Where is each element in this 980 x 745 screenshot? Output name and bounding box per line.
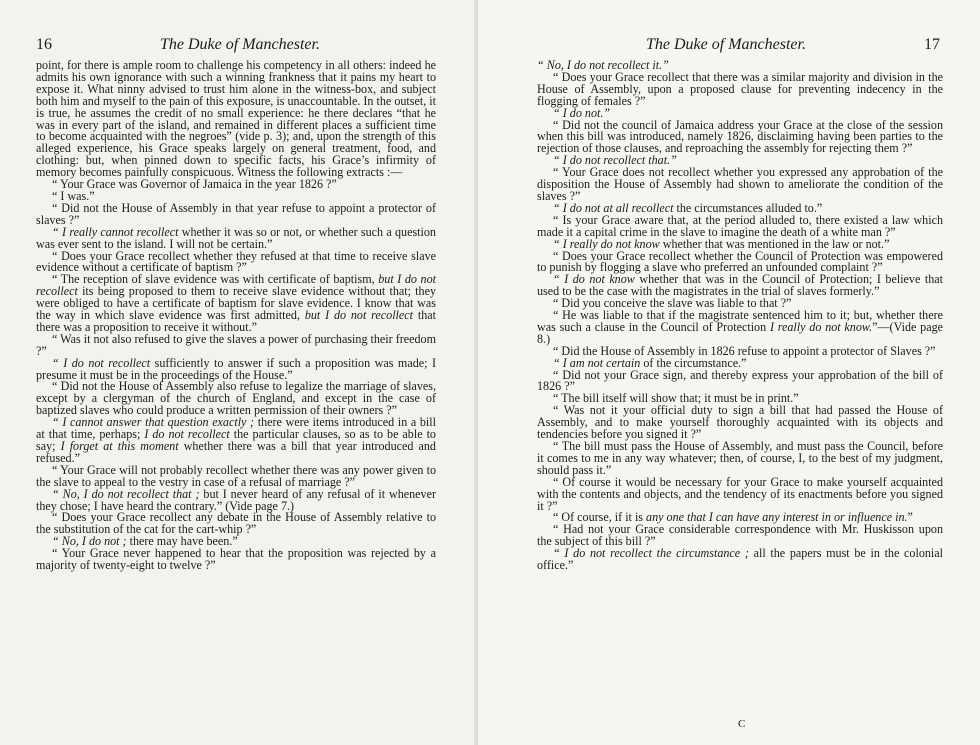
italic-phrase: any one that I can have any interest in or influence in. xyxy=(646,510,908,525)
text-run: sufficiently to answer if such a proposition was made; I presume it must be in the proceedings of the House.” xyxy=(36,355,436,382)
paragraph xyxy=(36,274,436,334)
paragraph xyxy=(36,512,436,536)
paragraph xyxy=(537,441,943,477)
text-run: ” xyxy=(907,510,913,525)
text-run: “ Was not it your official duty to sign a bill that had passed the House of Assembly, and to make yourself thoroughly acquainted with its objects and tendencies before you signed it ?” xyxy=(537,403,943,442)
paragraph xyxy=(36,381,436,417)
text-run: “ Was it not also refused to give the slaves a power of purchasing their freedom ?” xyxy=(36,331,437,358)
paragraph xyxy=(36,224,436,251)
italic-phrase: “ I do not know xyxy=(553,272,635,287)
text-run: “ Did not the council of Jamaica address your Grace at the close of the session when this bill was introduced, namely 1826, disclaiming having been parties to the rejection of those clauses, and reproaching the assembly for rejecting them ?” xyxy=(537,117,943,156)
text-run: “ Of course it would be necessary for your Grace to make yourself acquainted with the contents and objects, and the tendency of its enactments before you signed it ?” xyxy=(537,474,943,513)
paragraph xyxy=(537,274,943,298)
text-run: “ Did you conceive the slave was liable to that ?” xyxy=(553,296,792,311)
text-run: “ The reception of slave evidence was with certificate of baptism, xyxy=(52,272,379,287)
paragraph xyxy=(537,367,943,394)
text-run: “ He was liable to that if the magistrate sentenced him to it; but, whether there was such a clause in the Council of Protection xyxy=(537,308,943,334)
paragraph xyxy=(537,474,943,513)
paragraph xyxy=(537,117,943,156)
italic-phrase: “ I do not recollect xyxy=(52,355,151,370)
italic-phrase: but I do not recollect xyxy=(304,308,414,323)
italic-phrase: “ I do not.” xyxy=(553,105,611,120)
text-run: that there was a proposition to receive it without.” xyxy=(36,308,436,334)
paragraph xyxy=(36,200,436,227)
italic-phrase: “ I am not certain xyxy=(553,355,641,370)
italic-phrase: “ I cannot answer that question exactly ; xyxy=(52,415,255,430)
italic-phrase: “ No, I do not recollect that ; xyxy=(52,486,200,501)
text-run: there were items introduced in a bill at that time, perhaps; xyxy=(36,415,436,442)
paragraph xyxy=(36,60,436,179)
paragraph xyxy=(36,355,436,382)
text-run: the particular clauses, so as to be able to say; xyxy=(36,427,436,453)
text-run: there may have been.” xyxy=(126,534,238,549)
paragraph xyxy=(36,548,436,572)
paragraph xyxy=(36,179,436,191)
paragraph xyxy=(36,331,437,358)
paragraph xyxy=(36,417,436,465)
left-page-text xyxy=(36,60,436,572)
paragraph xyxy=(537,524,943,548)
italic-phrase: “ I really do not know xyxy=(553,236,660,251)
text-run: “ Did not your Grace sign, and thereby express your approbation of the bill of 1826 ?” xyxy=(537,367,943,394)
paragraph xyxy=(537,310,943,346)
italic-phrase: “ I do not recollect the circumstance ; xyxy=(553,546,749,561)
paragraph xyxy=(36,462,436,489)
text-run: whether that was in the Council of Protection; I believe that used to be the case with the magistrates in the trial of slaves formerly.” xyxy=(537,272,943,299)
text-run: “ Did the House of Assembly in 1826 refuse to appoint a protector of Slaves ?” xyxy=(553,343,936,358)
text-run: “ The bill must pass the House of Assembly, and must pass the Council, before it comes to me in any way whatever; then, of course, I, to the best of my judgment, should pass it.” xyxy=(537,439,943,477)
text-run: “ Of course, if it is xyxy=(553,510,647,525)
text-run: “ Does your Grace recollect whether they refused at that time to receive slave evidence without a certificate of baptism ?” xyxy=(36,248,436,275)
text-run: all the papers must be in the colonial office.” xyxy=(537,546,944,573)
text-run: but I never heard of any refusal of it whenever they chose; I have heard the contrary.” (Vide page 7.) xyxy=(36,486,436,513)
text-run: “ The bill itself will show that; it must be in print.” xyxy=(553,391,799,406)
paragraph xyxy=(537,248,943,275)
italic-phrase: “ I really cannot recollect xyxy=(52,224,179,239)
text-run: whether that was mentioned in the law or not.” xyxy=(659,236,890,251)
right-page xyxy=(478,0,980,745)
left-page-number: 16 xyxy=(36,36,52,53)
text-run: whether it was so or not, or whether such a question was ever sent to the island. I will not be certain.” xyxy=(36,224,436,251)
italic-phrase: but I do not recollect xyxy=(36,272,436,299)
text-run: “ Your Grace was Governor of Jamaica in the year 1826 ?” xyxy=(52,177,337,192)
italic-phrase: “ No, I do not recollect it.” xyxy=(537,58,669,72)
text-run: “ Does your Grace recollect that there was a similar majority and division in the House of Assembly, upon a proposed clause for preventing indecency in the flogging of females ?” xyxy=(537,69,943,108)
italic-phrase: “ No, I do not ; xyxy=(52,534,127,549)
left-page xyxy=(0,0,478,745)
text-run: of the circumstance.” xyxy=(640,355,747,370)
paragraph xyxy=(537,405,943,441)
text-run: “ Your Grace will not probably recollect whether there was any power given to the slave to appeal to the vestry in case of a refusal of marriage ?” xyxy=(36,462,436,489)
paragraph xyxy=(537,212,943,239)
text-run: “ I was.” xyxy=(52,188,95,203)
signature-mark: C xyxy=(738,718,747,730)
text-run: “ Had not your Grace considerable correspondence with Mr. Huskisson upon the subject of this bill ?” xyxy=(537,522,943,549)
text-run: its being proposed to them to receive slave evidence without that; they were obliged to have a certificate of baptism for slave evidence. I know that was the way in which slave evidence was first admitted, xyxy=(36,284,436,323)
text-run: “ Does your Grace recollect whether the Council of Protection was empowered to punish by flogging a slave who preferred an unfounded complaint ?” xyxy=(537,248,943,275)
text-run: “ Your Grace never happened to hear that the proposition was rejected by a majority of twenty-eight to twelve ?” xyxy=(36,546,436,573)
paragraph xyxy=(36,248,436,275)
text-run: “ Did not the House of Assembly in that year refuse to appoint a protector of slaves ?” xyxy=(36,200,436,227)
right-page-number: 17 xyxy=(924,36,940,53)
text-run: “ Is your Grace aware that, at the period alluded to, there existed a law which made it a capital crime in the slave to imagine the death of a white man ?” xyxy=(537,212,943,239)
text-run: the circumstances alluded to.” xyxy=(673,200,823,215)
paragraph xyxy=(36,486,436,513)
text-run: “ Did not the House of Assembly also refuse to legalize the marriage of slaves, except by a clergyman of the church of England, and except in the case of baptized slaves who could produce a written permission of their owners ?” xyxy=(36,379,436,418)
paragraph xyxy=(537,548,943,572)
right-page-text xyxy=(537,60,943,572)
text-run: “ Your Grace does not recollect whether you expressed any approbation of the disposition the House of Assembly had shown to ameliorate the condition of the slaves ?” xyxy=(537,165,943,203)
italic-phrase: I forget at this moment xyxy=(60,439,179,453)
paragraph xyxy=(537,167,943,203)
text-run: point, for there is ample room to challenge his competency in all others: indeed he admits his own ignorance with such a winning frankness that it pains my heart to expose it. What ninny advised to trust him alone in the witness-box, and subject both him and myself to the pain of this exposure, is unaccountable. In the outset, it is true, he assumes the credit of no small experience: he there declares “that he was in every part of the island, and remained in different places a sufficient time to become acquainted with the negroes” (vide p. 3); and, upon the strength of this alleged experience, his Grace speaks largely on general treatment, food, and clothing: but, when pinned down to specific facts, his Grace’s infirmity of memory becomes painfully conspicuous. Witness the following extracts :— xyxy=(36,58,436,180)
italic-phrase: I really do not know. xyxy=(769,319,873,334)
italic-phrase: I do not recollect xyxy=(144,427,230,442)
text-run: “ Does your Grace recollect any debate in the House of Assembly relative to the substitution of the cat for the cart-whip ?” xyxy=(36,510,436,537)
left-running-head: The Duke of Manchester. xyxy=(160,36,320,53)
italic-phrase: “ I do not recollect that.” xyxy=(553,153,677,168)
italic-phrase: “ I do not at all recollect xyxy=(553,200,674,215)
text-run: ”—(Vide page 8.) xyxy=(537,319,943,346)
paragraph xyxy=(537,69,943,108)
right-running-head: The Duke of Manchester. xyxy=(646,36,806,53)
text-run: whether there was a bill that year introduced and refused.” xyxy=(36,439,436,465)
